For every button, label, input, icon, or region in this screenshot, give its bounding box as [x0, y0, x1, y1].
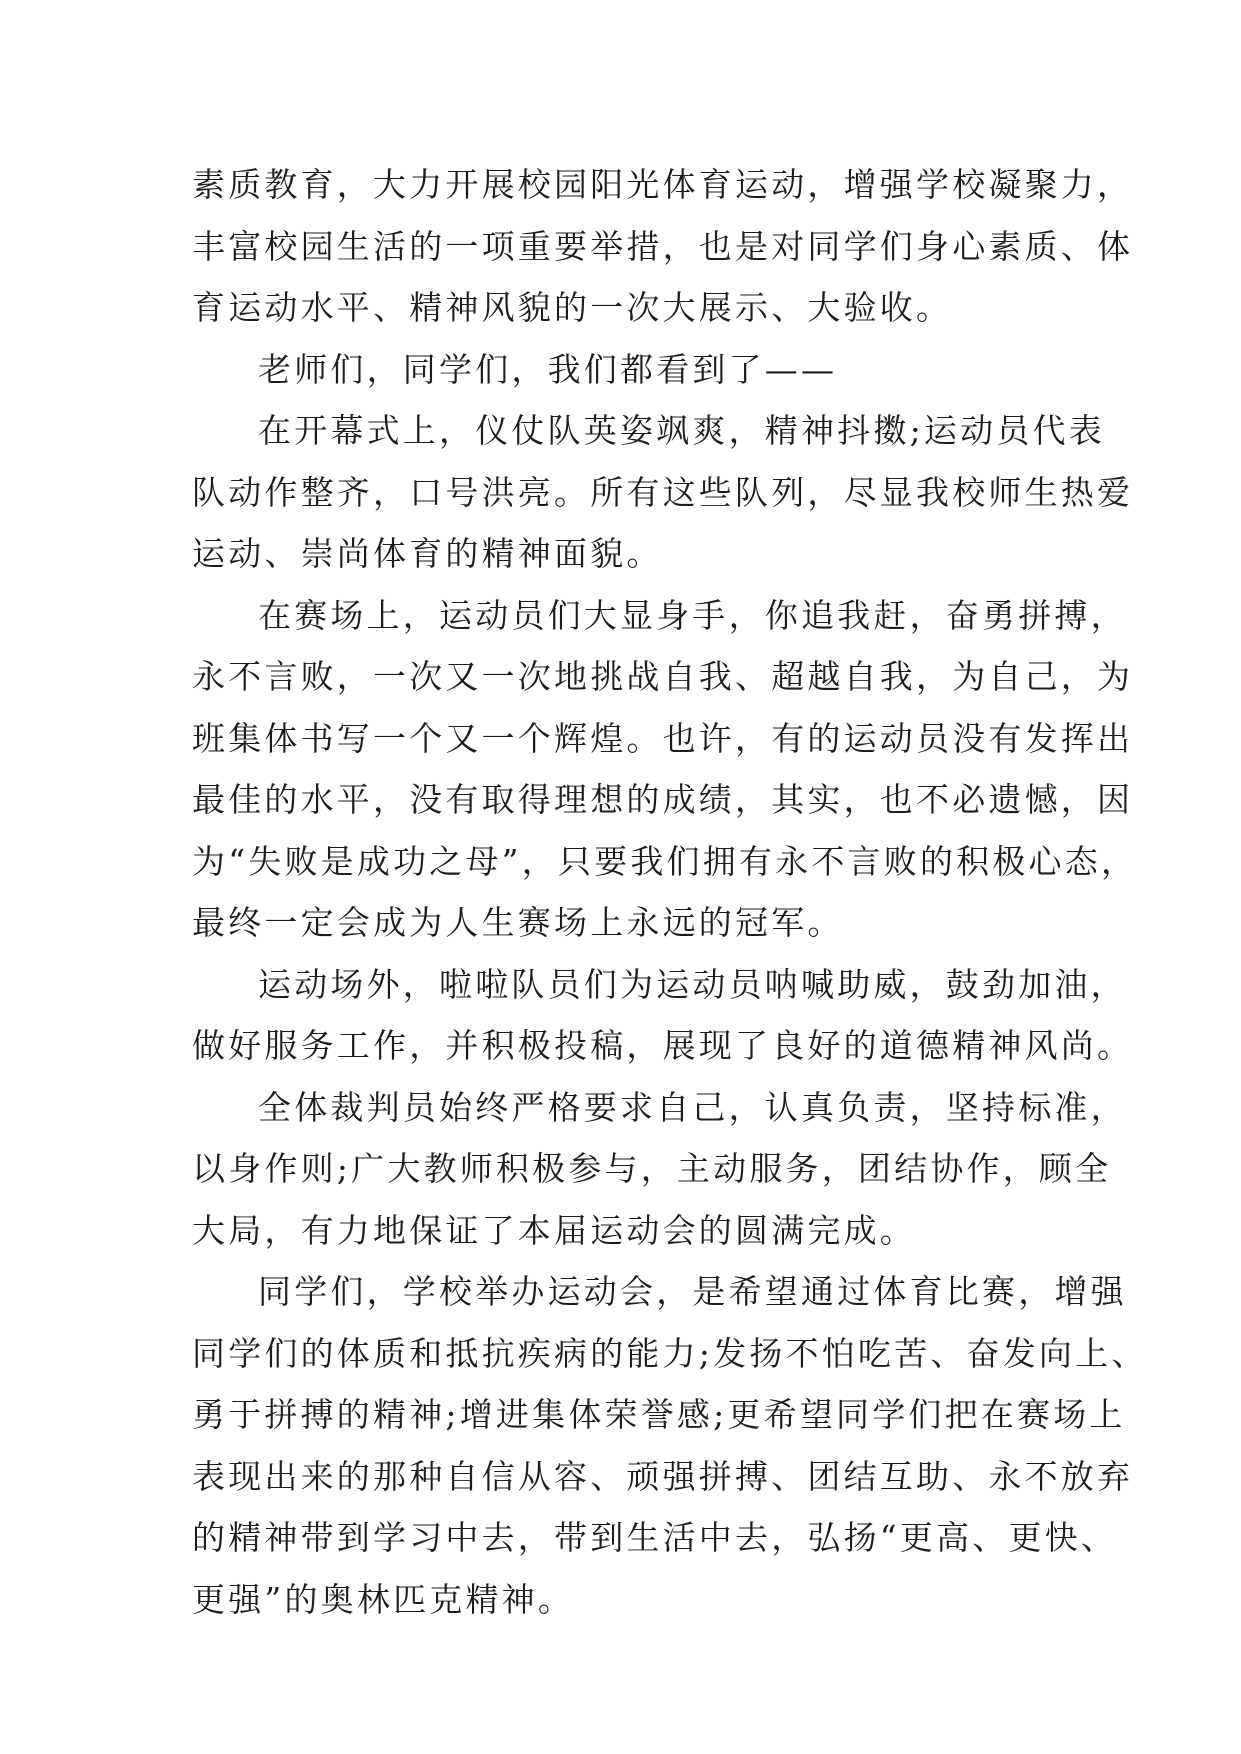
- paragraph-first-line: 全体裁判员始终严格要求自己，认真负责，坚持标准，: [258, 1087, 1127, 1127]
- text-line: 运动、崇尚体育的精神面貌。: [192, 534, 663, 573]
- speech-body: [192, 154, 1148, 1630]
- paragraph-first-line: 运动场外，啦啦队员们为运动员呐喊助威，鼓劲加油，: [258, 964, 1127, 1004]
- text-line: 丰富校园生活的一项重要举措，也是对同学们身心素质、体: [192, 226, 1134, 266]
- text-line: 最终一定会成为人生赛场上永远的冠军。: [192, 903, 844, 942]
- text-line: 勇于拼搏的精神;增进集体荣誉感;更希望同学们把在赛场上: [192, 1395, 1126, 1434]
- text-line: 以身作则;广大教师积极参与，主动服务，团结协作，顾全: [192, 1149, 1112, 1188]
- text-line: 表现出来的那种自信从容、顽强拼搏、团结互助、永不放弃: [192, 1456, 1134, 1496]
- text-line: 的精神带到学习中去，带到生活中去，弘扬“更高、更快、: [192, 1518, 1118, 1557]
- text-line: 最佳的水平，没有取得理想的成绩，其实，也不必遗憾，因: [192, 780, 1134, 819]
- paragraph-first-line: 在赛场上，运动员们大显身手，你追我赶，奋勇拼搏，: [258, 595, 1127, 635]
- text-line: 大局，有力地保证了本届运动会的圆满完成。: [192, 1210, 916, 1250]
- text-line: 永不言败，一次又一次地挑战自我、超越自我，为自己，为: [192, 657, 1134, 696]
- text-line: 做好服务工作，并积极投稿，展现了良好的道德精神风尚。: [192, 1026, 1134, 1065]
- text-line: 队动作整齐，口号洪亮。所有这些队列，尽显我校师生热爱: [192, 472, 1134, 512]
- text-line: 班集体书写一个又一个辉煌。也许，有的运动员没有发挥出: [192, 718, 1134, 758]
- text-line: 同学们的体质和抵抗疾病的能力;发扬不怕吃苦、奋发向上、: [192, 1333, 1148, 1373]
- paragraph-first-line: 老师们，同学们，我们都看到了——: [258, 349, 838, 389]
- text-line: 为“失败是成功之母”，只要我们拥有永不言败的积极心态，: [192, 841, 1138, 881]
- paragraph-first-line: 同学们，学校举办运动会，是希望通过体育比赛，增强: [258, 1272, 1127, 1311]
- text-line: 育运动水平、精神风貌的一次大展示、大验收。: [192, 288, 953, 327]
- paragraph-first-line: 在开幕式上，仪仗队英姿飒爽，精神抖擞;运动员代表: [258, 411, 1105, 450]
- text-line: 素质教育，大力开展校园阳光体育运动，增强学校凝聚力，: [192, 165, 1134, 204]
- text-line: 更强”的奥林匹克精神。: [192, 1579, 575, 1619]
